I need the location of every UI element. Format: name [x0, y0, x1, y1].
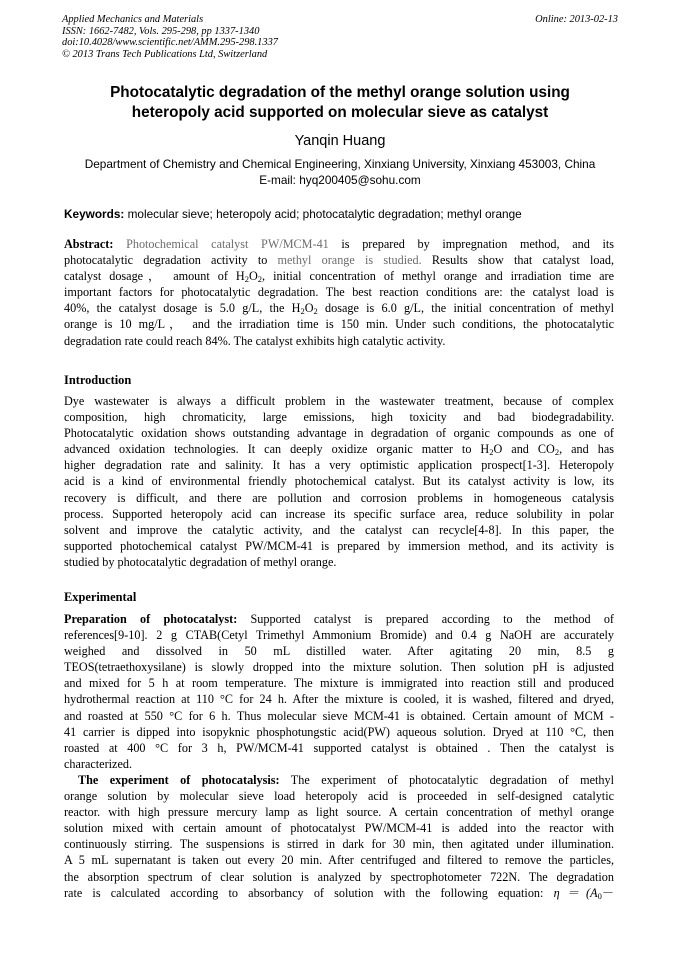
abstract-label: Abstract: [64, 237, 114, 251]
experimental-heading: Experimental [64, 590, 137, 604]
intro-line: supported photochemical catalyst PW/MCM-41 is prepared by immersion method, and its activity is [64, 538, 614, 553]
journal-name: Applied Mechanics and Materials [62, 14, 204, 25]
prep-label: Preparation of photocatalyst: [64, 612, 238, 626]
exp-line: orange solution by molecular sieve load heteropoly acid is proceeded in self-designed catalytic [64, 789, 614, 804]
abstract-line: 40%, the catalyst dosage is 5.0 g/L, the $H_2O_2$ dosage is 6.0 g/L, the initial concentration of methyl [64, 301, 614, 317]
abstract [64, 236, 614, 349]
keywords-text: molecular sieve; heteropoly acid; photocatalytic degradation; methyl orange [124, 207, 522, 221]
abstract-line: photocatalytic degradation activity to methyl orange is studied. Results show that catalyst load, [64, 253, 614, 268]
exp-line: hydrothermal reaction at 110 °C for 24 h. After the mixture is cooled, it is washed, filtered and dryed, [64, 692, 614, 707]
abstract-line: orange is 10 mg/L， and the irradiation time is 150 min. Under such conditions, the photocatalytic [64, 317, 614, 332]
exp-line: weighed and dissolved in 50 mL distilled water. After agitating 20 min, 8.5 g [64, 644, 614, 659]
keywords-label: Keywords: [64, 207, 125, 221]
exp-line: solution mixed with certain amount of photocatalyst PW/MCM-41 is added into the reactor with [64, 821, 614, 836]
exp-line: TEOS(tetraethoxysilane) is slowly dropped into the mixture solution. Then solution pH is adjusted [64, 660, 614, 675]
intro-line: higher degradation rate and salinity. It has a very optimistic application prospect[1-3]. Heteropoly [64, 458, 614, 473]
exp-line: roasted at 400 °C for 3 h, PW/MCM-41 supported catalyst is obtained . Then the catalyst is [64, 740, 614, 755]
intro-line: solvent and improve the catalytic activity, and the catalyst can recycle[4-8]. In this paper, the [64, 522, 614, 537]
keywords [64, 207, 620, 222]
introduction-heading: Introduction [64, 373, 132, 387]
intro-line: Photocatalytic oxidation shows outstanding advantage in degradation of organic compounds as one of [64, 426, 614, 441]
exp-line: the absorption spectrum of clear solution is analyzed by spectrophotometer 722N. The degradation [64, 869, 614, 884]
intro-line: composition, high chromaticity, large emissions, high toxicity and bad biodegradability. [64, 410, 614, 425]
exp-line: Preparation of photocatalyst: Supported catalyst is prepared according to the method of [64, 612, 614, 626]
intro-line: Dye wastewater is always a difficult problem in the wastewater treatment, because of complex [64, 394, 614, 408]
exp-line: characterized. [64, 756, 132, 771]
intro-line: acid is a kind of environmental friendly photochemical catalyst. But its catalyst activity is low, its [64, 474, 614, 489]
copyright-line: © 2013 Trans Tech Publications Ltd, Switzerland [62, 48, 268, 60]
intro-line: recovery is difficult, and there are pollution and corrosion problems in homogeneous catalysis [64, 490, 614, 505]
author-name: Yanqin Huang [294, 133, 386, 149]
equation: η＝(A [553, 885, 598, 900]
title-line-1: Photocatalytic degradation of the methyl orange solution using [110, 84, 570, 101]
exp-line: continuously stirring. The suspensions is stirred in dark for 30 min, then agitated under illumination. [64, 837, 614, 852]
title-line-2: heteropoly acid supported on molecular sieve as catalyst [131, 104, 549, 121]
affiliation-block [40, 157, 640, 188]
journal-header [62, 14, 618, 60]
paper-title [62, 83, 618, 123]
exp-line: reactor. with high pressure mercury lamp as light source. A certain concentration of methyl orange [64, 805, 614, 820]
exp-line: The experiment of photocatalysis: The experiment of photocatalytic degradation of methyl [78, 772, 614, 787]
intro-line: advanced oxidation technologies. It can deeply oxidize organic matter to $H_2O$ and $CO_2$, and has [64, 442, 614, 458]
abstract-line: Abstract: Photochemical catalyst PW/MCM-41 is prepared by impregnation method, and its [64, 237, 614, 251]
online-date: Online: 2013-02-13 [535, 14, 618, 25]
introduction-body [64, 393, 614, 570]
abstract-line: degradation rate could reach 84%. The catalyst exhibits high catalytic activity. [64, 333, 446, 348]
abstract-line: catalyst dosage， amount of $H_2O_2$, initial concentration of methyl orange and irradiation time are [64, 269, 614, 285]
abstract-line: important factors for photocatalytic degradation. The best reaction conditions are: the catalyst load is [64, 285, 614, 300]
affiliation: Department of Chemistry and Chemical Engineering, Xinxiang University, Xinxiang 453003, China [84, 157, 596, 171]
exp-line: references[9-10]. 2 g CTAB(Cetyl Trimethyl Ammonium Bromide) and 0.4 g NaOH are accurately [64, 628, 614, 643]
photo-label: The experiment of photocatalysis: [78, 772, 280, 787]
intro-line: process. Supported heteropoly acid can increase its specific surface area, reduce solubility in polar [64, 506, 614, 521]
intro-line: studied by photocatalytic degradation of methyl orange. [64, 554, 337, 569]
doi-line: doi:10.4028/www.scientific.net/AMM.295-298.1337 [62, 37, 278, 49]
exp-line: rate is calculated according to absorbancy of solution with the following equation: $\eta=(A_0-$ [64, 885, 614, 901]
exp-line: and roasted at 550 °C for 6 h. Thus molecular sieve MCM-41 is obtained. Certain amount of MCM - [64, 708, 614, 723]
experimental-body [64, 611, 614, 901]
exp-line: A 5 mL supernatant is taken out every 20 min. After centrifuged and filtered to remove the particles, [64, 853, 614, 868]
exp-line: and mixed for 5 h at room temperature. The mixture is immigrated into reaction still and produced [64, 676, 614, 691]
author-email: E-mail: hyq200405@sohu.com [259, 172, 421, 187]
exp-line: 41 carrier is dipped into isopyknic phosphotungstic acid(PW) aqueous solution. Dryed at 110 °C, then [64, 724, 614, 739]
issn-line: ISSN: 1662-7482, Vols. 295-298, pp 1337-1340 [62, 25, 260, 37]
